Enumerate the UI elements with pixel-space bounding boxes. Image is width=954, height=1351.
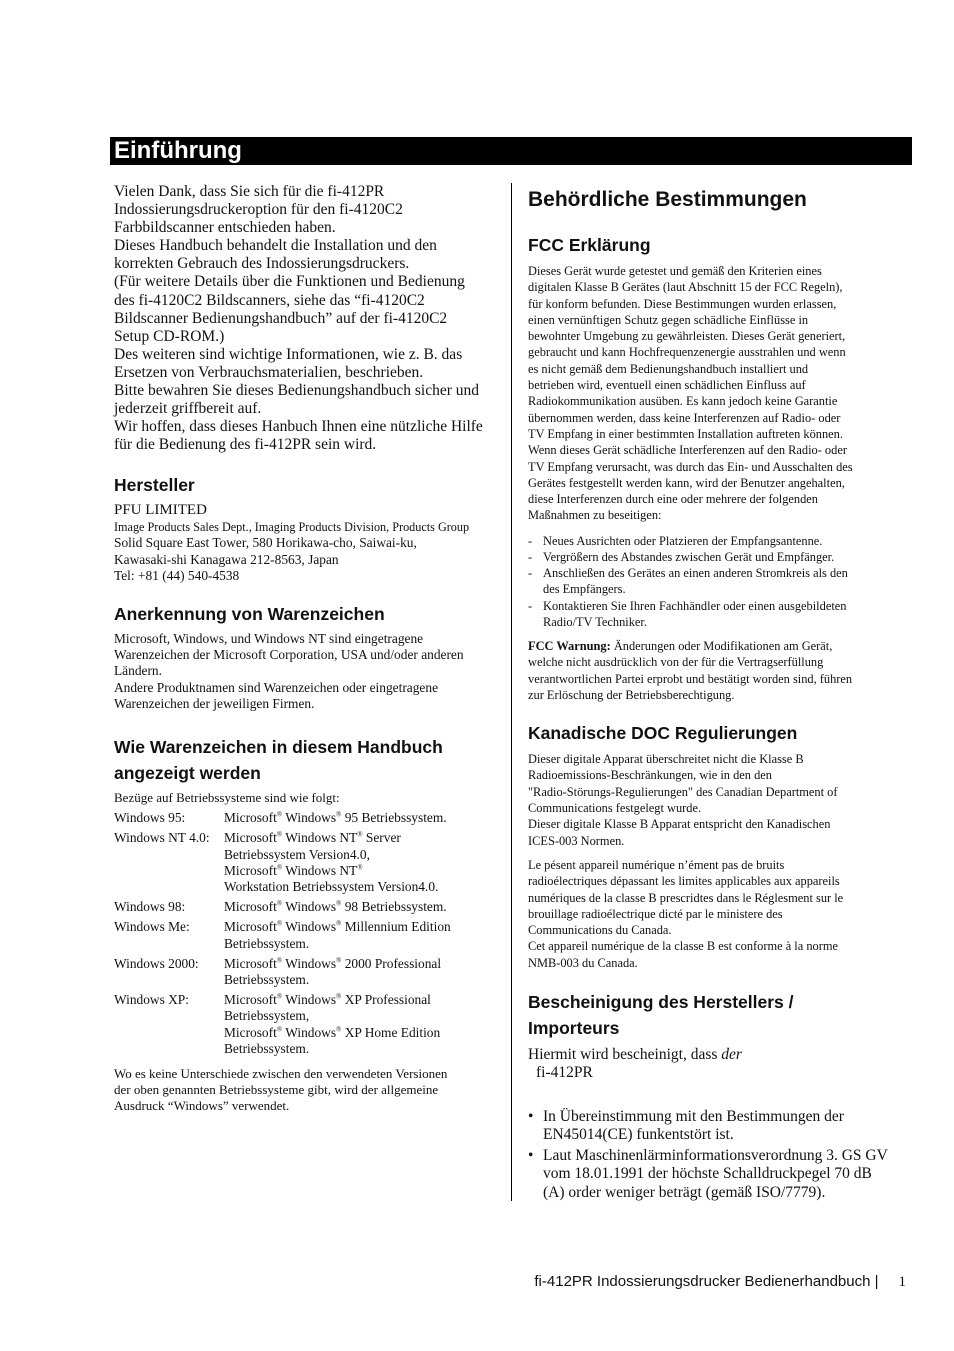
warning-line: verantwortlichen Partei erprobt und bestätigt worden sind, führen <box>528 671 853 686</box>
certificate-line: EN45014(CE) funkentstört ist. <box>543 1126 734 1144</box>
doc-text-de <box>528 751 912 849</box>
fcc-line: übernommen werden, dass keine Interferenzen auf Radio- oder <box>528 410 841 425</box>
list-item <box>528 598 912 630</box>
intro-line: korrekten Gebrauch des Indossierungsdruckers. <box>114 255 410 273</box>
fcc-line: digitalen Klasse B Gerätes (laut Abschnitt 15 der FCC Regeln), <box>528 280 843 295</box>
os-row <box>114 830 498 895</box>
left-column <box>114 183 498 1115</box>
warning-label: FCC Warnung: <box>528 638 611 653</box>
address-line: Solid Square East Tower, 580 Horikawa-cho, Saiwai-ku, <box>114 535 417 551</box>
warning-line: welche nicht ausdrücklich von der für die Vertragserfüllung <box>528 655 824 670</box>
column-divider <box>511 183 512 1201</box>
os-description <box>224 810 498 826</box>
doc-line: NMB-003 du Canada. <box>528 955 638 970</box>
fcc-warning <box>528 638 912 703</box>
dash-marker: - <box>528 566 533 581</box>
certificate-line: In Übereinstimmung mit den Bestimmungen der <box>543 1108 844 1126</box>
os-desc-line: Microsoft® Windows® 95 Betriebssystem. <box>224 810 447 826</box>
registered-mark: ® <box>276 992 283 1001</box>
closing-line: Wo es keine Unterschiede zwischen den verwendeten Versionen <box>114 1066 448 1082</box>
certificate-text-italic: der <box>721 1046 742 1064</box>
os-description <box>224 899 498 915</box>
product-name: fi-412PR <box>536 1064 593 1082</box>
os-name: Windows XP: <box>114 992 189 1008</box>
warning-line: zur Erlöschung der Betriebsberechtigung. <box>528 687 735 702</box>
dash-marker: - <box>528 549 533 564</box>
doc-line: Cet appareil numérique de la classe B est conforme à la norme <box>528 939 838 954</box>
fcc-line: Radiokommunikation ausüben. Es kann jedoch keine Garantie <box>528 394 838 409</box>
manufacturer-block <box>114 502 498 584</box>
os-name: Windows 2000: <box>114 955 199 971</box>
doc-line: numériques de la classe B prescridtes dans le Réglesment sur le <box>528 890 844 905</box>
os-desc-line: Betriebssystem. <box>224 935 310 951</box>
fcc-line: Maßnahmen zu beseitigen: <box>528 508 662 523</box>
measure-line: Radio/TV Techniker. <box>543 614 647 629</box>
dash-marker: - <box>528 533 533 548</box>
fcc-measures-list <box>528 533 912 630</box>
doc-heading: Kanadische DOC Regulierungen <box>528 723 798 744</box>
intro-line: Vielen Dank, dass Sie sich für die fi-412PR <box>114 183 385 200</box>
doc-line: ICES-003 Normen. <box>528 833 625 848</box>
fcc-line: einen vernünftigen Schutz gegen schädliche Einflüsse in <box>528 312 809 327</box>
intro-line: des fi-4120C2 Bildscanners, siehe das “fi-4120C2 <box>114 291 425 309</box>
os-row <box>114 810 498 826</box>
list-item <box>528 1108 912 1144</box>
fcc-line: gebraucht und kann Hochfrequenzenergie ausstrahlen und wenn <box>528 345 846 360</box>
certificate-heading <box>528 989 912 1041</box>
intro-line: Farbbildscanner entschieden haben. <box>114 219 336 237</box>
intro-line: Wir hoffen, dass dieses Hanbuch Ihnen eine nützliche Hilfe <box>114 418 483 436</box>
intro-line: für die Bedienung des fi-412PR sein wird. <box>114 436 377 454</box>
os-description <box>224 919 498 951</box>
fcc-line: Dieses Gerät wurde getestet und gemäß den Kriterien eines <box>528 264 822 278</box>
registered-mark: ® <box>276 919 283 928</box>
fcc-line: TV Empfang verursacht, was durch das Ein- und Ausschalten des <box>528 459 853 474</box>
os-intro: Bezüge auf Betriebssysteme sind wie folgt: <box>114 790 340 806</box>
doc-line: Dieser digitale Klasse B Apparat entspricht den Kanadischen <box>528 817 831 832</box>
list-item <box>528 549 912 565</box>
registered-mark: ® <box>336 956 342 965</box>
registered-mark: ® <box>276 956 283 965</box>
registered-mark: ® <box>276 1025 283 1034</box>
measure-line: Anschließen des Gerätes an einen anderen Stromkreis als den <box>543 566 848 581</box>
os-desc-line: Betriebssystem, <box>224 1008 310 1024</box>
os-list <box>114 810 498 1057</box>
trademarks-line: Microsoft, Windows, und Windows NT sind eingetragene <box>114 631 424 647</box>
os-desc-line: Microsoft® Windows® Millennium Edition <box>224 919 451 935</box>
heading-line: angezeigt werden <box>114 763 261 784</box>
heading-line: Importeurs <box>528 1018 620 1039</box>
company-name: PFU LIMITED <box>114 502 207 519</box>
trademarks-line: Andere Produktnamen sind Warenzeichen oder eingetragene <box>114 679 439 695</box>
os-row <box>114 956 498 988</box>
doc-line: Dieser digitale Apparat überschreitet nicht die Klasse B <box>528 752 804 767</box>
doc-line: "Radio-Störungs-Regulierungen" des Canadian Department of <box>528 784 838 799</box>
doc-line: Le pésent appareil numérique n’ément pas de bruits <box>528 857 785 872</box>
certificate-line: (A) order weniger beträgt (gemäß ISO/7779). <box>543 1183 826 1201</box>
doc-line: brouillage radioélectrique dicté par le ministere des <box>528 906 783 921</box>
measure-line: des Empfängers. <box>543 582 626 597</box>
fcc-line: Wenn dieses Gerät schädliche Interferenzen auf den Radio- oder <box>528 443 847 458</box>
trademarks-line: Warenzeichen der jeweiligen Firmen. <box>114 695 315 711</box>
manufacturer-heading: Hersteller <box>114 475 195 496</box>
intro-line: Ersetzen von Verbrauchsmaterialien, beschrieben. <box>114 363 424 381</box>
doc-text-fr <box>528 857 912 971</box>
measure-line: Neues Ausrichten oder Platzieren der Empfangsantenne. <box>543 533 823 548</box>
regulations-heading: Behördliche Bestimmungen <box>528 188 807 211</box>
os-row <box>114 919 498 951</box>
measure-line: Kontaktieren Sie Ihren Fachhändler oder einen ausgebildeten <box>543 598 847 613</box>
registered-mark: ® <box>336 899 342 908</box>
fcc-line: bewohnter Umgebung zu gewährleisten. Dieses Gerät generiert, <box>528 329 846 344</box>
os-row <box>114 992 498 1057</box>
intro-line: Des weiteren sind wichtige Informationen, wie z. B. das <box>114 345 463 363</box>
os-description <box>224 992 498 1057</box>
os-name: Windows Me: <box>114 919 190 935</box>
registered-mark: ® <box>336 1025 342 1034</box>
os-desc-line: Microsoft® Windows® 2000 Professional <box>224 955 442 971</box>
heading-line: Bescheinigung des Herstellers / <box>528 992 794 1013</box>
address-line: Kawasaki-shi Kanagawa 212-8563, Japan <box>114 551 339 567</box>
telephone: Tel: +81 (44) 540-4538 <box>114 567 240 583</box>
fcc-text <box>528 263 912 524</box>
registered-mark: ® <box>336 810 342 819</box>
registered-mark: ® <box>336 919 342 928</box>
os-desc-line: Workstation Betriebssystem Version4.0. <box>224 879 439 895</box>
measure-line: Vergrößern des Abstandes zwischen Gerät und Empfänger. <box>543 549 835 564</box>
os-desc-line: Microsoft® Windows NT® <box>224 862 363 878</box>
fcc-line: Gerätes festgestellt werden kann, wird der Benutzer angehalten, <box>528 475 845 490</box>
registered-mark: ® <box>357 830 363 839</box>
os-desc-line: Microsoft® Windows® XP Home Edition <box>224 1024 441 1040</box>
trademarks-line: Warenzeichen der Microsoft Corporation, USA und/oder anderen <box>114 647 464 663</box>
doc-line: Communications festgelegt wurde. <box>528 801 702 816</box>
intro-line: Dieses Handbuch behandelt die Installation und den <box>114 237 437 255</box>
os-desc-line: Betriebssystem. <box>224 972 310 988</box>
os-closing-text <box>114 1066 498 1115</box>
trademarks-text <box>114 631 498 712</box>
fcc-line: betrieben wird, eventuell einen schädlichen Einfluss auf <box>528 378 806 393</box>
registered-mark: ® <box>276 899 283 908</box>
os-desc-line: Microsoft® Windows NT® Server <box>224 830 401 846</box>
certificate-line: Laut Maschinenlärminformationsverordnung 3. GS GV <box>543 1147 888 1165</box>
registered-mark: ® <box>336 992 342 1001</box>
dash-marker: - <box>528 598 533 613</box>
os-desc-line: Microsoft® Windows® XP Professional <box>224 992 431 1008</box>
list-item <box>528 1147 912 1201</box>
os-name: Windows NT 4.0: <box>114 830 210 846</box>
os-desc-line: Betriebssystem Version4.0, <box>224 846 370 862</box>
certificate-list <box>528 1108 912 1201</box>
heading-line: Wie Warenzeichen in diesem Handbuch <box>114 737 443 758</box>
os-name: Windows 95: <box>114 810 186 826</box>
os-row <box>114 899 498 915</box>
fcc-line: diese Interferenzen durch eine oder mehrere der folgenden <box>528 492 818 507</box>
intro-line: jederzeit griffbereit auf. <box>114 400 262 418</box>
list-item <box>528 565 912 597</box>
page-footer <box>534 1273 906 1291</box>
list-item <box>528 533 912 549</box>
intro-line: Bitte bewahren Sie dieses Bedienungshandbuch sicher und <box>114 382 480 400</box>
fcc-line: TV Empfang in einer bestimmten Installation auftreten können. <box>528 426 843 441</box>
footer-title: fi-412PR Indossierungsdrucker Bedienerhandbuch | <box>534 1273 879 1290</box>
doc-line: Radioemissions-Beschränkungen, wie in den den <box>528 768 772 783</box>
doc-line: Communications du Canada. <box>528 923 672 938</box>
intro-line: Indossierungsdruckeroption für den fi-4120C2 <box>114 201 403 219</box>
os-description <box>224 830 498 895</box>
registered-mark: ® <box>276 810 283 819</box>
intro-line: Setup CD-ROM.) <box>114 327 225 345</box>
right-column <box>528 183 912 1202</box>
bullet-marker: • <box>528 1147 534 1165</box>
intro-line: Bildscanner Bedienungshandbuch” auf der fi-4120C2 <box>114 309 448 327</box>
registered-mark: ® <box>276 830 283 839</box>
os-desc-line: Microsoft® Windows® 98 Betriebssystem. <box>224 899 447 915</box>
fcc-heading: FCC Erklärung <box>528 235 651 255</box>
page-number: 1 <box>898 1274 906 1290</box>
warning-text: Änderungen oder Modifikationen am Gerät, <box>610 638 833 653</box>
os-name: Windows 98: <box>114 899 186 915</box>
closing-line: der oben genannten Betriebssysteme gibt, wird der allgemeine <box>114 1082 439 1098</box>
intro-text <box>114 183 498 454</box>
certificate-text: Hiermit wird bescheinigt, dass <box>528 1046 722 1064</box>
os-desc-line: Betriebssystem. <box>224 1040 310 1056</box>
trademarks-line: Ländern. <box>114 663 162 679</box>
warning-line <box>528 638 912 654</box>
registered-mark: ® <box>276 863 283 872</box>
registered-mark: ® <box>357 863 363 872</box>
trademark-display-heading <box>114 734 498 786</box>
fcc-line: für konform befunden. Diese Bestimmungen wurden erlassen, <box>528 296 837 311</box>
bullet-marker: • <box>528 1108 534 1126</box>
intro-line: (Für weitere Details über die Funktionen und Bedienung <box>114 273 465 291</box>
doc-line: radioélectriques dépassant les limites applicables aux appareils <box>528 874 840 889</box>
closing-line: Ausdruck “Windows” verwendet. <box>114 1098 290 1114</box>
fcc-line: es nicht gemäß dem Bedienungshandbuch installiert und <box>528 361 809 376</box>
certificate-intro <box>528 1046 912 1064</box>
page-title: Einführung <box>110 137 912 165</box>
certificate-line: vom 18.01.1991 der höchste Schalldruckpegel 70 dB <box>543 1165 872 1183</box>
department: Image Products Sales Dept., Imaging Products Division, Products Group <box>114 520 470 535</box>
os-description <box>224 956 498 988</box>
trademarks-heading: Anerkennung von Warenzeichen <box>114 604 385 625</box>
